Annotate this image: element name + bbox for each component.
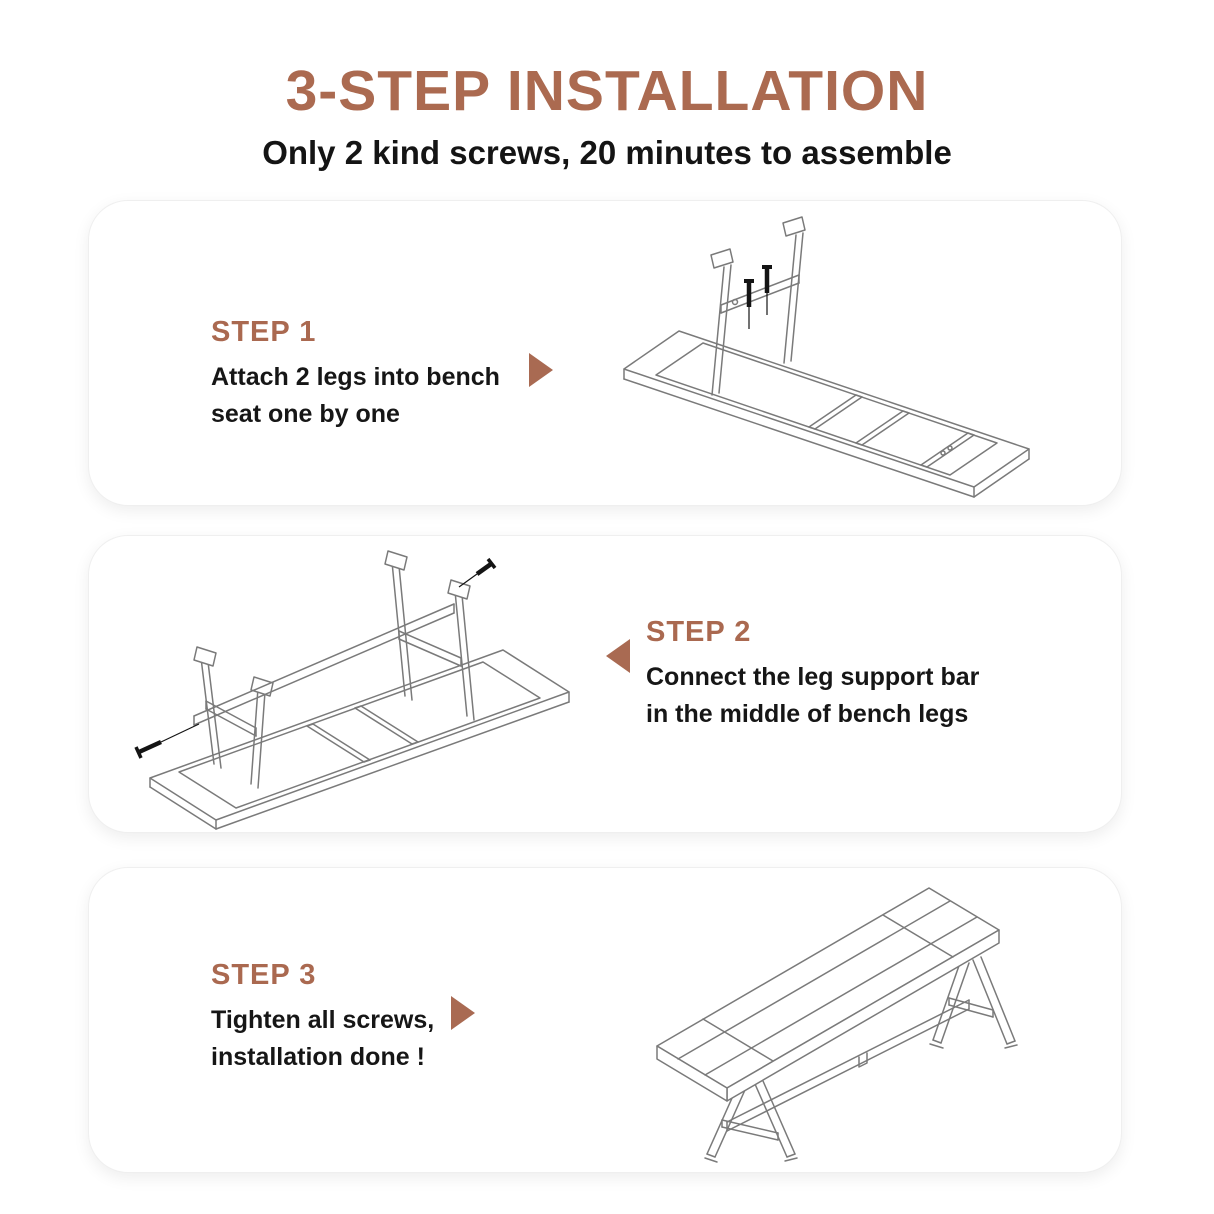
step-3-illustration xyxy=(559,870,1119,1172)
step-3-line1: Tighten all screws, xyxy=(211,1006,435,1034)
step-2-panel xyxy=(88,535,1122,833)
triangle-right-icon xyxy=(451,996,475,1030)
step-1-description xyxy=(211,359,500,433)
page-title: 3-STEP INSTALLATION xyxy=(285,59,929,123)
step-1-line2: seat one by one xyxy=(211,400,400,428)
step-3-line2: installation done ! xyxy=(211,1043,425,1071)
step-1-illustration xyxy=(609,205,1109,503)
step-2-line1: Connect the leg support bar xyxy=(646,663,980,691)
page-subtitle: Only 2 kind screws, 20 minutes to assemble xyxy=(262,134,952,171)
step-2-line2: in the middle of bench legs xyxy=(646,700,969,728)
header xyxy=(0,0,1214,172)
step-2-illustration xyxy=(99,536,659,832)
step-1-line1: Attach 2 legs into bench xyxy=(211,363,500,391)
triangle-left-icon xyxy=(606,639,630,673)
step-3-label: STEP 3 xyxy=(211,959,317,991)
step-2-label: STEP 2 xyxy=(646,616,752,648)
step-1-panel xyxy=(88,200,1122,506)
step-2-description xyxy=(646,659,979,733)
step-3-panel xyxy=(88,867,1122,1173)
step-3-description xyxy=(211,1002,434,1076)
step-1-label: STEP 1 xyxy=(211,316,317,348)
triangle-right-icon xyxy=(529,353,553,387)
